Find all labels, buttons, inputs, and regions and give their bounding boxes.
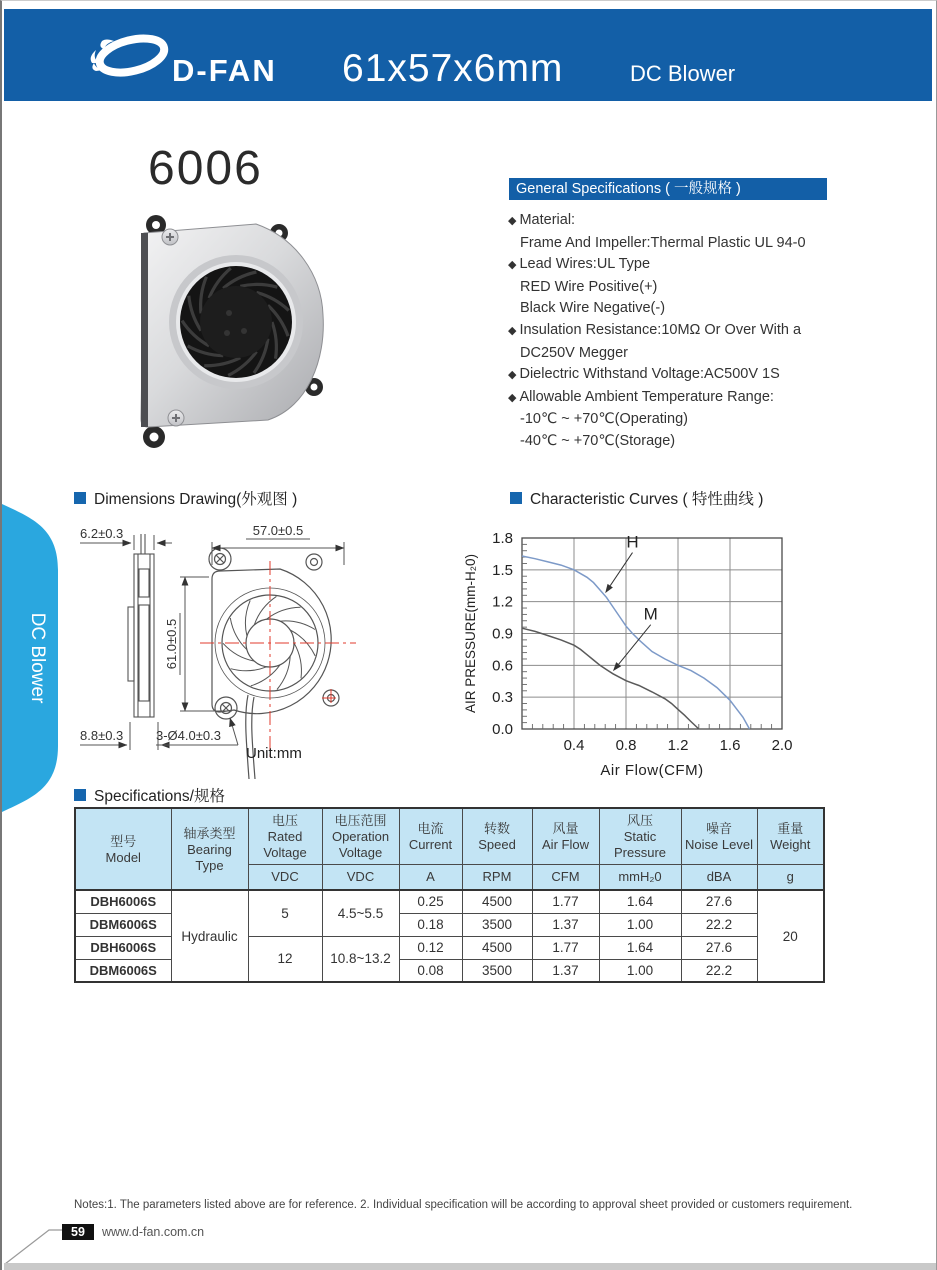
spec-line — [508, 210, 898, 233]
x-axis-label: Air Flow(CFM) — [600, 762, 704, 779]
spec-cell: 1.77 — [532, 890, 599, 913]
table-row — [75, 890, 824, 913]
page-number: 59 — [62, 1224, 94, 1240]
characteristic-curves-chart — [460, 514, 920, 794]
spec-cell: 1.64 — [599, 890, 681, 913]
y-tick-label: 0.9 — [492, 625, 513, 643]
spec-line — [508, 298, 898, 320]
spec-cell: 0.18 — [399, 913, 462, 936]
spec-line-text: -10℃ ~ +70℃(Operating) — [520, 411, 688, 428]
y-tick-label: 0.0 — [492, 721, 513, 738]
spec-section-title: Specifications/规格 — [94, 788, 225, 805]
dimensions-drawing — [68, 519, 468, 797]
x-tick-label: 0.8 — [615, 737, 637, 754]
series-label-M: M — [643, 604, 658, 624]
y-axis-label: AIR PRESSURE(mm-H₂0) — [463, 553, 478, 714]
diamond-bullet-icon: ◆ — [508, 391, 517, 404]
spec-cell: 10.8~13.2 — [322, 936, 399, 982]
spec-line-text: Lead Wires:UL Type — [519, 256, 651, 273]
spec-line — [508, 233, 898, 255]
spec-line — [508, 320, 898, 343]
header-size: 61x57x6mm — [342, 47, 564, 90]
model-number-title: 6006 — [148, 142, 263, 195]
spec-cell: 1.37 — [532, 913, 599, 936]
spec-cell: 1.64 — [599, 936, 681, 959]
unit-label: Unit:mm — [246, 745, 302, 762]
col-header: 电压 Rated Voltage — [248, 808, 322, 864]
centerlines — [200, 561, 356, 759]
dimensions-section-title: Dimensions Drawing(外观图 ) — [94, 491, 298, 508]
spec-cell: 1.00 — [599, 959, 681, 982]
col-header: 电流 Current — [399, 808, 462, 864]
diamond-bullet-icon: ◆ — [508, 215, 517, 227]
curves-section-header — [510, 487, 763, 509]
spec-cell: 0.12 — [399, 936, 462, 959]
spec-line — [508, 254, 898, 277]
curves-section-title: Characteristic Curves ( 特性曲线 ) — [530, 491, 764, 508]
spec-cell: 4500 — [462, 890, 532, 913]
dfan-logo-icon — [88, 33, 172, 79]
dimensions-section-header — [74, 487, 297, 509]
section-bullet-icon — [510, 492, 522, 504]
spec-cell: 20 — [757, 890, 824, 982]
col-unit: VDC — [248, 864, 322, 890]
spec-line-text: Dielectric Withstand Voltage:AC500V 1S — [519, 366, 780, 383]
spec-cell: 0.08 — [399, 959, 462, 982]
side-tab-label: DC Blower — [27, 612, 48, 704]
front-view — [209, 548, 339, 719]
spec-line — [508, 431, 898, 453]
x-tick-label: 2.0 — [771, 737, 793, 754]
col-header: 风量 Air Flow — [532, 808, 599, 864]
col-header: 转数 Speed — [462, 808, 532, 864]
diamond-bullet-icon: ◆ — [508, 259, 517, 272]
lead-wires — [246, 695, 255, 779]
spec-cell: 3500 — [462, 913, 532, 936]
col-header: 风压 Static Pressure — [599, 808, 681, 864]
diamond-bullet-icon: ◆ — [508, 369, 517, 382]
dim-height: 61.0±0.5 — [164, 618, 179, 670]
spec-table-wrap — [74, 807, 825, 983]
spec-cell: DBH6006S — [75, 936, 171, 959]
spec-cell: Hydraulic — [171, 890, 248, 982]
spec-cell: 3500 — [462, 959, 532, 982]
spec-line — [508, 387, 898, 410]
x-tick-label: 0.4 — [563, 737, 585, 754]
spec-cell: 27.6 — [681, 890, 757, 913]
bottom-edge-bar — [4, 1263, 936, 1270]
general-specs-list — [508, 210, 898, 453]
col-unit: A — [399, 864, 462, 890]
spec-line — [508, 364, 898, 387]
spec-line-text: Frame And Impeller:Thermal Plastic UL 94-0 — [520, 234, 806, 251]
spec-line-text: Allowable Ambient Temperature Range: — [519, 388, 774, 405]
col-unit: VDC — [322, 864, 399, 890]
dim-thickness: 6.2±0.3 — [80, 526, 124, 541]
col-unit: dBA — [681, 864, 757, 890]
spec-cell: 4500 — [462, 936, 532, 959]
col-header: 轴承类型 Bearing Type — [171, 808, 248, 890]
spec-line-text: DC250V Megger — [520, 344, 628, 361]
dim-depth: 8.8±0.3 — [80, 728, 124, 743]
y-tick-label: 1.5 — [492, 561, 513, 579]
footer-notes: Notes:1. The parameters listed above are for reference. 2. Individual specification will be according to approval sheet provided or customers requirement. — [74, 1199, 853, 1211]
spec-cell: 1.00 — [599, 913, 681, 936]
header-bar — [4, 9, 932, 101]
col-header: 噪音 Noise Level — [681, 808, 757, 864]
general-specs-title-bar: General Specifications ( 一般规格 ) — [509, 178, 827, 200]
side-tab — [2, 496, 64, 821]
y-tick-label: 0.6 — [492, 657, 513, 675]
curve-M — [522, 628, 699, 729]
col-header: 电压范围 Operation Voltage — [322, 808, 399, 864]
spec-cell: DBM6006S — [75, 913, 171, 936]
y-tick-label: 0.3 — [492, 689, 513, 707]
y-tick-label: 1.8 — [492, 530, 513, 547]
section-bullet-icon — [74, 492, 86, 504]
x-tick-label: 1.6 — [719, 737, 741, 754]
spec-line-text: Insulation Resistance:10MΩ Or Over With a — [519, 321, 802, 338]
spec-cell: DBM6006S — [75, 959, 171, 982]
spec-cell: 22.2 — [681, 959, 757, 982]
spec-cell: 1.37 — [532, 959, 599, 982]
spec-line-text: RED Wire Positive(+) — [520, 278, 658, 295]
spec-cell: DBH6006S — [75, 890, 171, 913]
spec-cell: 5 — [248, 890, 322, 936]
col-unit: mmH₂0 — [599, 864, 681, 890]
spec-line-text: Black Wire Negative(-) — [520, 300, 666, 317]
website-link[interactable]: www.d-fan.com.cn — [102, 1225, 205, 1239]
specifications-table — [74, 807, 825, 983]
header-product-type: DC Blower — [630, 61, 736, 86]
spec-cell: 1.77 — [532, 936, 599, 959]
spec-cell: 12 — [248, 936, 322, 982]
spec-cell: 0.25 — [399, 890, 462, 913]
y-tick-label: 1.2 — [492, 593, 513, 611]
dim-width: 57.0±0.5 — [252, 523, 304, 538]
spec-cell: 27.6 — [681, 936, 757, 959]
spec-line — [508, 343, 898, 365]
spec-cell: 22.2 — [681, 913, 757, 936]
brand-name: D-FAN — [172, 53, 277, 88]
spec-cell: 4.5~5.5 — [322, 890, 399, 936]
col-unit: RPM — [462, 864, 532, 890]
dim-holes: 3-Ø4.0±0.3 — [156, 728, 221, 743]
spec-line-text: Material: — [519, 212, 576, 228]
x-tick-label: 1.2 — [667, 737, 689, 754]
col-unit: g — [757, 864, 824, 890]
spec-line — [508, 409, 898, 431]
diamond-bullet-icon: ◆ — [508, 324, 517, 337]
series-label-H: H — [626, 532, 639, 552]
col-header: 重量 Weight — [757, 808, 824, 864]
spec-line-text: -40℃ ~ +70℃(Storage) — [520, 432, 676, 449]
col-header: 型号 Model — [75, 808, 171, 890]
col-unit: CFM — [532, 864, 599, 890]
product-photo — [116, 207, 334, 457]
spec-line — [508, 277, 898, 299]
side-view — [128, 534, 154, 717]
